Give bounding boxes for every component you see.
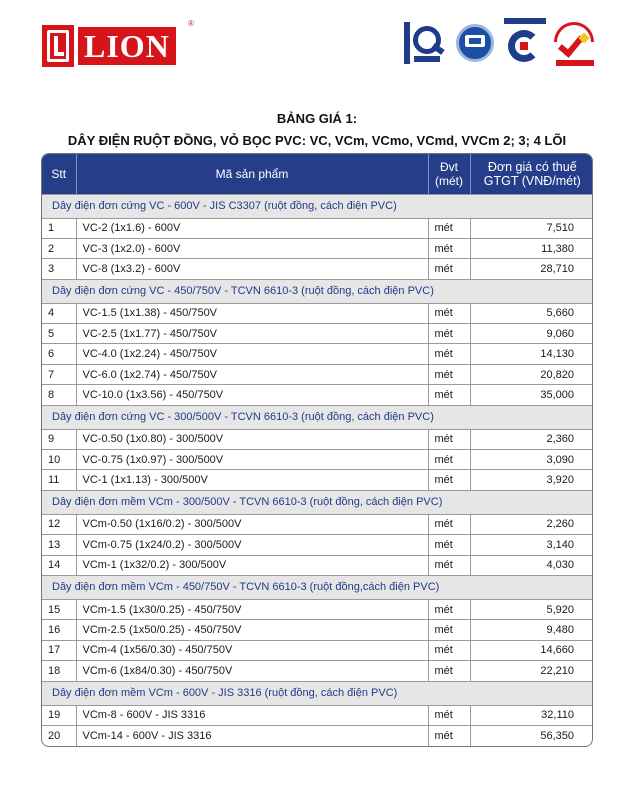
cell-stt: 4 [42,303,76,323]
group-header-row [42,194,593,218]
table-header-row [42,154,593,194]
table-row [42,661,593,681]
cell-price: 56,350 [470,725,593,745]
title-line-1: BẢNG GIÁ 1: [276,111,358,126]
cell-stt: 2 [42,238,76,258]
cell-unit: mét [428,238,470,258]
cell-stt: 11 [42,470,76,490]
group-header-row [42,490,593,514]
tuv-cert-icon [454,22,494,66]
header-product: Mã sản phẩm [76,154,428,194]
cell-price: 9,480 [470,620,593,640]
cell-product: VC-8 (1x3.2) - 600V [76,259,428,279]
cell-unit: mét [428,324,470,344]
lion-logo-mark-icon [42,25,74,67]
cell-unit: mét [428,705,470,725]
registered-mark: ® [188,19,194,28]
cell-price: 9,060 [470,324,593,344]
table-row [42,344,593,364]
cell-unit: mét [428,429,470,449]
group-header-row [42,575,593,599]
cell-unit: mét [428,470,470,490]
brand-name: LION [78,27,176,65]
table-row [42,303,593,323]
cell-stt: 3 [42,259,76,279]
group-title: Dây điện đơn mềm VCm - 450/750V - TCVN 6610-3 (ruột đồng,cách điện PVC) [42,575,593,599]
cell-price: 5,920 [470,599,593,619]
cell-price: 3,090 [470,450,593,470]
table-row [42,324,593,344]
cell-stt: 8 [42,385,76,405]
price-table-container [41,153,593,747]
cell-product: VC-4.0 (1x2.24) - 450/750V [76,344,428,364]
cell-stt: 17 [42,640,76,660]
cell-unit: mét [428,303,470,323]
group-title: Dây điện đơn mềm VCm - 300/500V - TCVN 6610-3 (ruột đồng, cách điện PVC) [42,490,593,514]
page-header [0,0,634,90]
cell-product: VCm-0.75 (1x24/0.2) - 300/500V [76,535,428,555]
cell-price: 11,380 [470,238,593,258]
lion-logo [42,19,194,67]
table-row [42,259,593,279]
table-row [42,535,593,555]
cell-stt: 20 [42,725,76,745]
vietnam-quality-icon [552,22,598,66]
cell-stt: 10 [42,450,76,470]
cell-product: VC-1 (1x1.13) - 300/500V [76,470,428,490]
table-row [42,450,593,470]
table-row [42,218,593,238]
table-row [42,238,593,258]
cell-unit: mét [428,555,470,575]
cell-product: VC-0.75 (1x0.97) - 300/500V [76,450,428,470]
cell-price: 7,510 [470,218,593,238]
cell-price: 2,360 [470,429,593,449]
cell-price: 2,260 [470,514,593,534]
cell-unit: mét [428,218,470,238]
cell-product: VC-1.5 (1x1.38) - 450/750V [76,303,428,323]
table-row [42,470,593,490]
table-row [42,599,593,619]
cell-price: 20,820 [470,364,593,384]
cell-unit: mét [428,385,470,405]
cell-product: VCm-14 - 600V - JIS 3316 [76,725,428,745]
table-body [42,194,593,746]
table-row [42,725,593,745]
title-line-2: DÂY ĐIỆN RUỘT ĐỒNG, VỎ BỌC PVC: VC, VCm, VCmo, VCmd, VVCm 2; 3; 4 LÕI [67,133,567,148]
jas-anz-cert-icon [504,22,544,66]
cell-product: VCm-0.50 (1x16/0.2) - 300/500V [76,514,428,534]
table-row [42,514,593,534]
cell-stt: 14 [42,555,76,575]
cell-product: VCm-6 (1x84/0.30) - 450/750V [76,661,428,681]
quality-seal-icon [404,22,444,66]
cell-unit: mét [428,535,470,555]
cell-product: VCm-8 - 600V - JIS 3316 [76,705,428,725]
cell-price: 4,030 [470,555,593,575]
cell-price: 22,210 [470,661,593,681]
document-title [0,110,634,150]
header-unit: Đvt (mét) [428,154,470,194]
cell-product: VC-6.0 (1x2.74) - 450/750V [76,364,428,384]
cell-product: VC-2.5 (1x1.77) - 450/750V [76,324,428,344]
cell-stt: 15 [42,599,76,619]
cell-stt: 13 [42,535,76,555]
table-row [42,620,593,640]
cell-price: 14,660 [470,640,593,660]
table-row [42,555,593,575]
cell-product: VCm-2.5 (1x50/0.25) - 450/750V [76,620,428,640]
cell-product: VC-0.50 (1x0.80) - 300/500V [76,429,428,449]
cell-unit: mét [428,364,470,384]
cell-stt: 18 [42,661,76,681]
cell-stt: 16 [42,620,76,640]
price-table [42,154,593,746]
cell-unit: mét [428,725,470,745]
table-row [42,364,593,384]
cell-unit: mét [428,344,470,364]
cell-product: VCm-4 (1x56/0.30) - 450/750V [76,640,428,660]
cell-product: VC-2 (1x1.6) - 600V [76,218,428,238]
group-header-row [42,279,593,303]
cell-unit: mét [428,450,470,470]
cell-price: 35,000 [470,385,593,405]
cell-unit: mét [428,514,470,534]
table-row [42,705,593,725]
cell-product: VC-10.0 (1x3.56) - 450/750V [76,385,428,405]
cell-unit: mét [428,620,470,640]
cell-unit: mét [428,661,470,681]
group-title: Dây điện đơn cứng VC - 600V - JIS C3307 (ruột đồng, cách điện PVC) [42,194,593,218]
group-title: Dây điện đơn mềm VCm - 600V - JIS 3316 (ruột đồng, cách điện PVC) [42,681,593,705]
cell-stt: 19 [42,705,76,725]
cell-price: 32,110 [470,705,593,725]
cell-stt: 5 [42,324,76,344]
cell-product: VC-3 (1x2.0) - 600V [76,238,428,258]
group-header-row [42,681,593,705]
cell-unit: mét [428,640,470,660]
certification-logos [404,18,600,70]
header-stt: Stt [42,154,76,194]
cell-stt: 9 [42,429,76,449]
cell-product: VCm-1 (1x32/0.2) - 300/500V [76,555,428,575]
cell-unit: mét [428,599,470,619]
header-price: Đơn giá có thuế GTGT (VNĐ/mét) [470,154,593,194]
cell-stt: 12 [42,514,76,534]
cell-price: 3,140 [470,535,593,555]
cell-stt: 7 [42,364,76,384]
group-title: Dây điện đơn cứng VC - 450/750V - TCVN 6610-3 (ruột đồng, cách điện PVC) [42,279,593,303]
cell-product: VCm-1.5 (1x30/0.25) - 450/750V [76,599,428,619]
table-row [42,385,593,405]
cell-price: 28,710 [470,259,593,279]
cell-price: 14,130 [470,344,593,364]
table-row [42,640,593,660]
cell-price: 3,920 [470,470,593,490]
group-title: Dây điện đơn cứng VC - 300/500V - TCVN 6610-3 (ruột đồng, cách điện PVC) [42,405,593,429]
cell-price: 5,660 [470,303,593,323]
table-row [42,429,593,449]
cell-unit: mét [428,259,470,279]
cell-stt: 6 [42,344,76,364]
cell-stt: 1 [42,218,76,238]
group-header-row [42,405,593,429]
